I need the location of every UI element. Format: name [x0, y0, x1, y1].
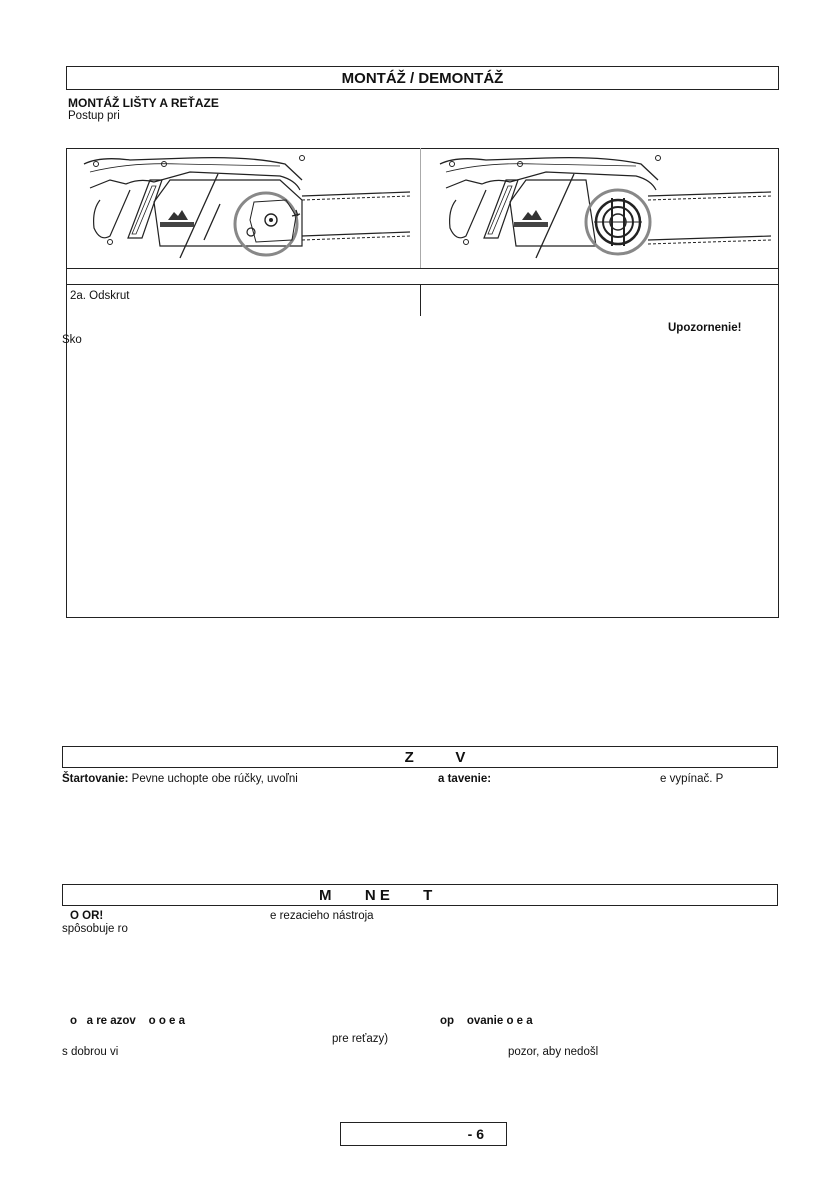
- figure-left: [70, 150, 415, 266]
- visibility-line: s dobrou vi: [62, 1046, 119, 1058]
- chain-tension-label: o a re azov o o e a: [70, 1015, 186, 1027]
- section-title-text: MONTÁŽ / DEMONTÁŽ: [341, 69, 504, 87]
- figure-right: [426, 150, 776, 266]
- body-text-start: Sko: [62, 334, 82, 346]
- start-line: [62, 772, 298, 787]
- warning-label: Upozornenie!: [668, 322, 742, 334]
- section-title-maintenance: [62, 884, 778, 906]
- stop-label: a tavenie:: [438, 773, 492, 785]
- caption-split: [420, 284, 421, 316]
- divider-under-caption-row: [66, 284, 779, 285]
- subtitle-bar-chain: MONTÁŽ LIŠTY A REŤAZE: [68, 96, 219, 110]
- attention-line: pozor, aby nedošl: [508, 1046, 599, 1058]
- chainsaw-illustration-right: [426, 150, 776, 266]
- caution-text: e rezacieho nástroja: [270, 910, 374, 922]
- section3-title-text: M N E T: [319, 886, 433, 904]
- figure-split: [420, 148, 421, 268]
- stop-text: e vypínač. P: [660, 773, 724, 785]
- page-number: - 6: [467, 1126, 484, 1142]
- chain-text: pre reťazy): [332, 1033, 389, 1045]
- chainsaw-illustration-left: [70, 150, 415, 266]
- caption-step-2a: 2a. Odskrut: [70, 290, 130, 302]
- intro-text: Postup pri: [68, 110, 120, 122]
- divider-under-figures: [66, 268, 779, 269]
- section2-title-text: Z V: [404, 748, 466, 766]
- start-text: Pevne uchopte obe rúčky, uvoľni: [131, 773, 298, 785]
- caution-label: O OR!: [70, 910, 104, 922]
- section-title-start-stop: [62, 746, 778, 768]
- page-number-box: [340, 1122, 507, 1146]
- section-title-assembly: [66, 66, 779, 90]
- oiling-label: op ovanie o e a: [440, 1015, 533, 1027]
- start-label: Štartovanie:: [62, 773, 129, 785]
- caution-line-2: spôsobuje ro: [62, 923, 128, 935]
